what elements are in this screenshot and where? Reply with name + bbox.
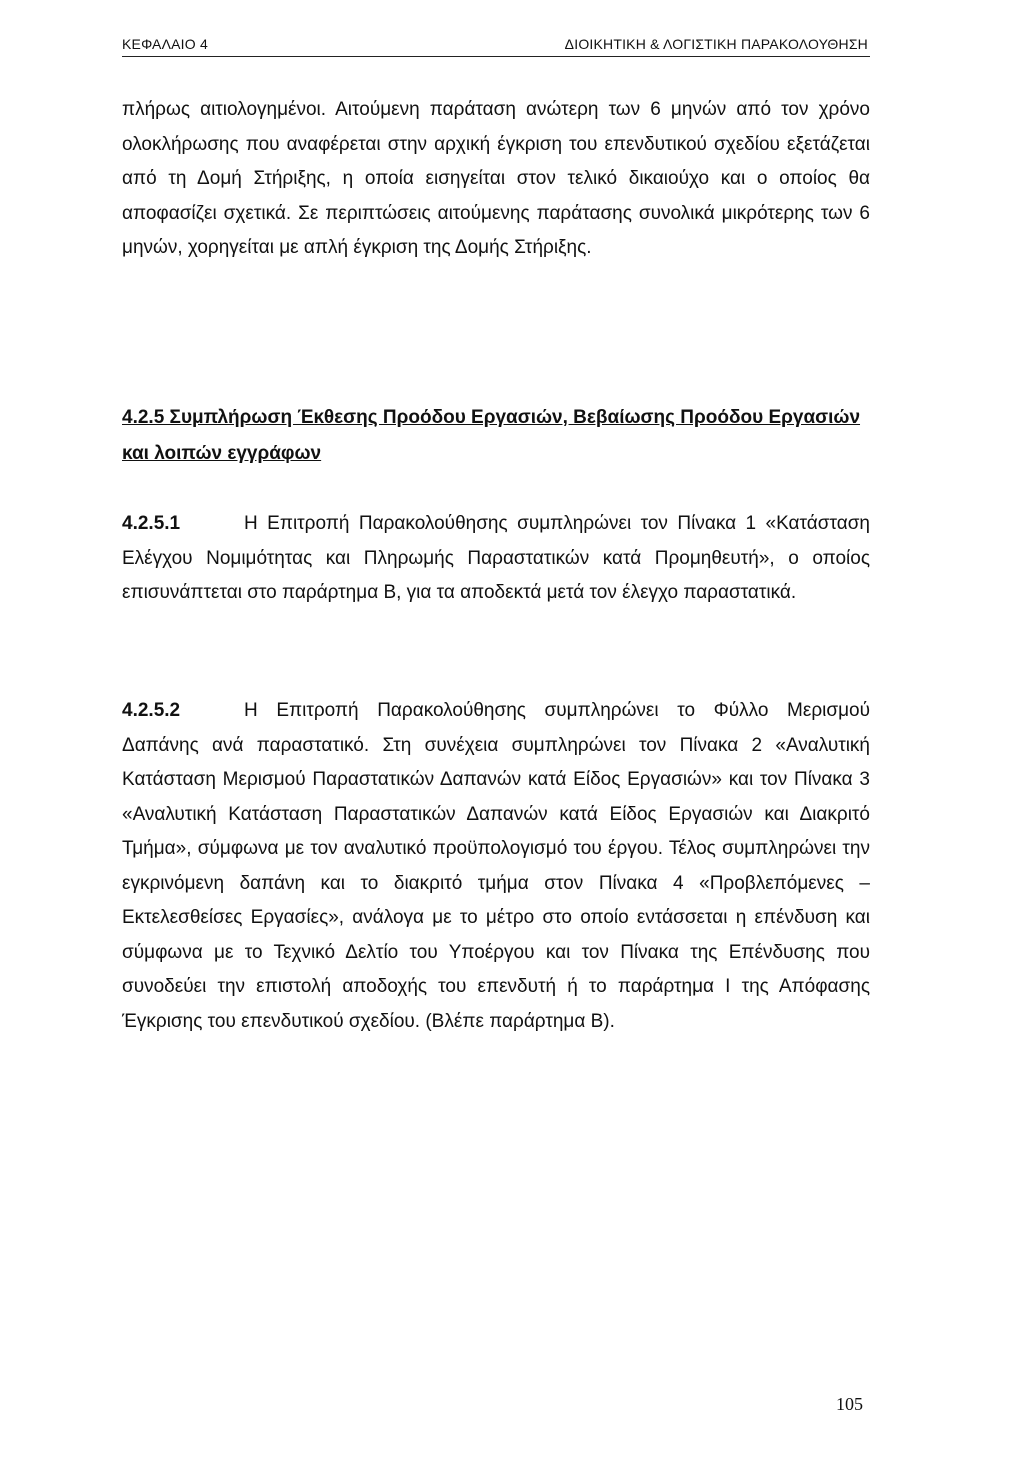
page-number: 105: [836, 1394, 863, 1414]
intro-paragraph: πλήρως αιτιολογημένοι. Αιτούμενη παράταση ανώτερη των 6 μηνών από τον χρόνο ολοκλήρωσης που αναφέρεται στην αρχική έγκριση του επενδυτικού σχεδίου εξετάζεται από τη Δομή Στήριξης, η οποία εισηγείται στον τελικό δικαιούχο και ο οποίος θα αποφασίζει σχετικά. Σε περιπτώσεις αιτούμενης παράτασης συνολικά μικρότερης των 6 μηνών, χορηγείται με απλή έγκριση της Δομής Στήριξης.: [122, 99, 870, 258]
item-text: Η Επιτροπή Παρακολούθησης συμπληρώνει τον Πίνακα 1 «Κατάσταση Ελέγχου Νομιμότητας και Πληρωμής Παραστατικών κατά Προμηθευτή», ο οποίος επισυνάπτεται στο παράρτημα Β, για τα αποδεκτά μετά τον έλεγχο παραστατικά.: [122, 513, 870, 603]
header-section-title: ΔΙΟΙΚΗΤΙΚΗ & ΛΟΓΙΣΤΙΚΗ ΠΑΡΑΚΟΛΟΥΘΗΣΗ: [564, 36, 868, 52]
item-number: 4.2.5.2: [122, 700, 181, 721]
section-heading: 4.2.5 Συμπλήρωση Έκθεσης Προόδου Εργασιών, Βεβαίωσης Προόδου Εργασιών και λοιπών εγγράφων: [122, 407, 861, 464]
item-4-2-5-2: [122, 694, 870, 1039]
item-text: Η Επιτροπή Παρακολούθησης συμπληρώνει το Φύλλο Μερισμού Δαπάνης ανά παραστατικό. Στη συνέχεια συμπληρώνει τον Πίνακα 2 «Αναλυτική Κατάσταση Μερισμού Παραστατικών Δαπανών κατά Είδος Εργασιών» και τον Πίνακα 3 «Αναλυτική Κατάσταση Παραστατικών Δαπανών κατά Είδος Εργασιών και Διακριτό Τμήμα», σύμφωνα με τον αναλυτικό προϋπολογισμό του έργου. Τέλος συμπληρώνει την εγκρινόμενη δαπάνη και το διακριτό τμήμα στον Πίνακα 4 «Προβλεπόμενες – Εκτελεσθείσες Εργασίες», ανάλογα με το μέτρο στο οποίο εντάσσεται η επένδυση και σύμφωνα με το Τεχνικό Δελτίο του Υποέργου και τον Πίνακα της Επένδυσης που συνοδεύει την επιστολή αποδοχής του επενδυτή ή το παράρτημα Ι της Απόφασης Έγκρισης του επενδυτικού σχεδίου. (Βλέπε παράρτημα Β).: [122, 700, 870, 1032]
page-header: [122, 36, 868, 52]
item-4-2-5-1: [122, 507, 870, 611]
header-chapter: ΚΕΦΑΛΑΙΟ 4: [122, 36, 208, 52]
header-rule: [122, 56, 870, 57]
item-number: 4.2.5.1: [122, 513, 181, 534]
